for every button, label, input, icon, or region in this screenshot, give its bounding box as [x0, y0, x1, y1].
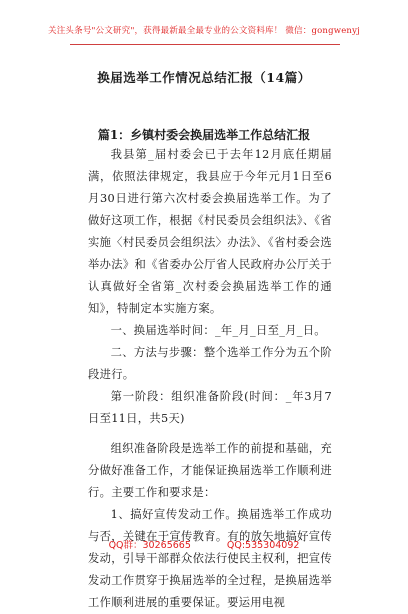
promo-banner: 关注头条号"公文研究"，获得最新最全最专业的公文资料库！ 微信：gongwenyj: [48, 26, 360, 36]
paragraph: 我县第_届村委会已于去年12月底任期届满，依照法律规定，我县应于今年元月1日至6月30日进行第六次村委会换届选举工作。为了做好这项工作，根据《村民委员会组织法》、《省实施〈村民委员会组织法〉办法》、《省村委会选举办法》和《省委办公厅省人民政府办公厅关于认真做好全省第_次村委会换届选举工作的通知》，特制定本实施方案。: [88, 148, 332, 315]
qq-group-text: QQ群：30265665: [108, 540, 191, 551]
document-title: 换届选举工作情况总结汇报（14篇）: [97, 70, 311, 85]
qq-text: QQ:535304092: [226, 540, 300, 551]
paragraph: 一、换届选举时间：_年_月_日至_月_日。: [110, 324, 326, 337]
paragraph: 组织准备阶段是选举工作的前提和基础，充分做好准备工作，才能保证换届选举工作顺利进行。主要工作和要求是：: [88, 442, 332, 499]
section-heading: 篇1：乡镇村委会换届选举工作总结汇报: [97, 128, 311, 142]
banner-divider: [70, 44, 340, 45]
paragraph: 1、搞好宣传发动工作。换届选举工作成功与否，关键在于宣传教育。有的放矢地搞好宣传发动，引导干部群众依法行使民主权利，把宣传发动工作贯穿于换届选举的全过程，是换届选举工作顺利进展的重要保证。要运用电视: [88, 508, 332, 609]
paragraph: 二、方法与步骤：整个选举工作分为五个阶段进行。: [88, 346, 332, 381]
paragraph: 第一阶段：组织准备阶段(时间：_年3月7日至11日，共5天): [88, 390, 332, 425]
footer-contact: [0, 537, 408, 551]
